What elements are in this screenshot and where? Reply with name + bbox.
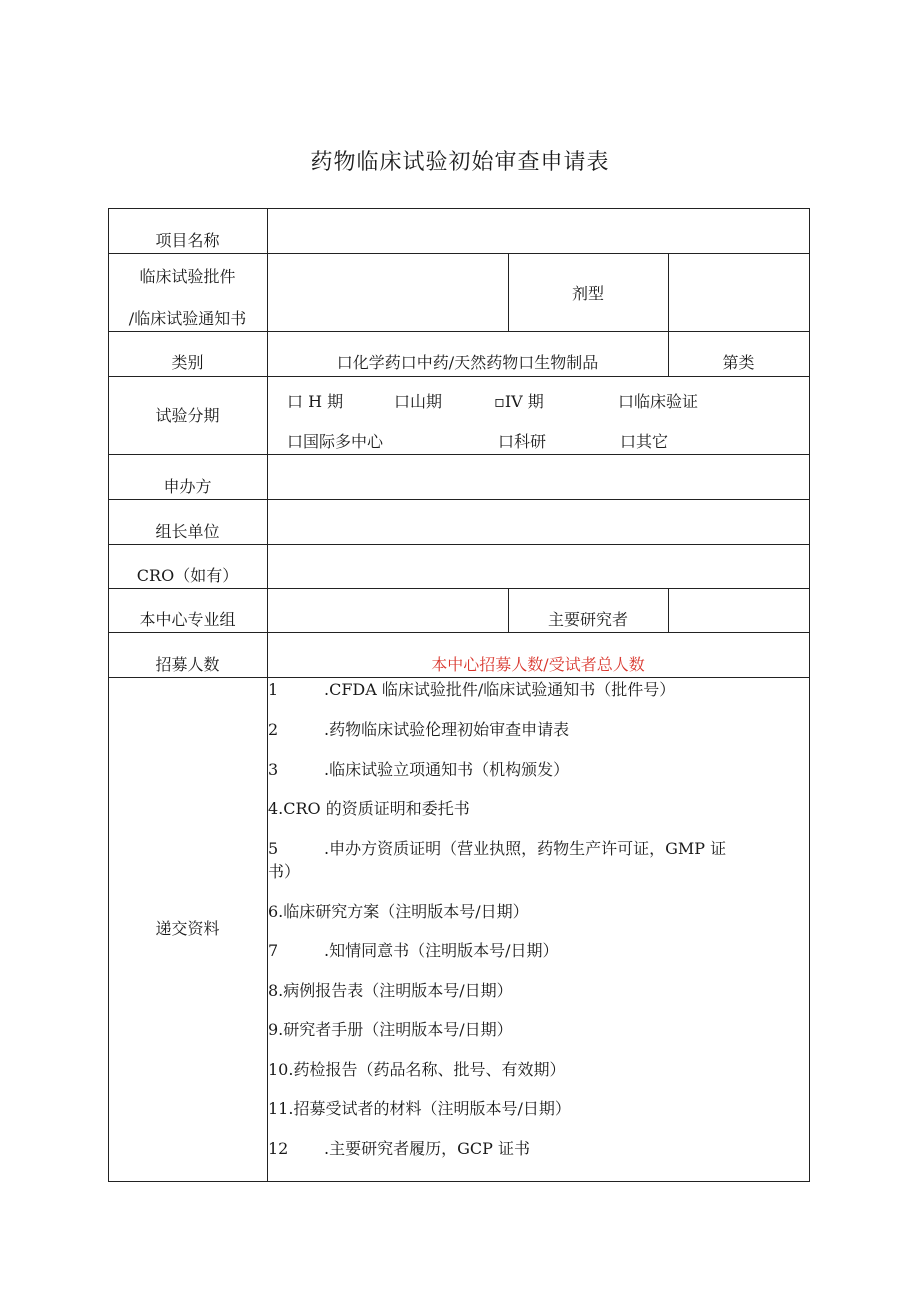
principal-investigator-field[interactable] xyxy=(669,589,809,632)
doc-item-4: 4.CRO 的资质证明和委托书 xyxy=(268,799,470,818)
dosage-form-field[interactable] xyxy=(669,254,809,331)
phase-option-iv[interactable]: ▫IV 期 xyxy=(494,392,544,411)
approval-number-field[interactable] xyxy=(268,254,508,331)
category-class: 第类 xyxy=(722,353,755,372)
sponsor-label: 申办方 xyxy=(163,477,212,496)
doc-item-6: 6.临床研究方案（注明版本号/日期） xyxy=(268,902,529,921)
doc-item-8: 8.病例报告表（注明版本号/日期） xyxy=(268,981,513,1000)
center-group-field[interactable] xyxy=(268,589,508,632)
principal-investigator-label: 主要研究者 xyxy=(547,610,628,629)
phase-option-multicenter[interactable]: 口国际多中心 xyxy=(287,432,384,451)
doc-item-11: 11.招募受试者的材料（注明版本号/日期） xyxy=(268,1099,571,1118)
approval-label-line1: 临床试验批件 xyxy=(139,267,236,286)
project-name-label: 项目名称 xyxy=(155,231,220,250)
doc-item-12: 12 .主要研究者履历，GCP 证书 xyxy=(268,1139,530,1158)
sponsor-field[interactable] xyxy=(268,455,809,499)
phase-option-other[interactable]: 口其它 xyxy=(620,432,669,451)
phase-option-research[interactable]: 口科研 xyxy=(498,432,547,451)
category-label: 类别 xyxy=(171,353,204,372)
doc-item-5-cont: 书） xyxy=(268,862,301,881)
recruit-value: 本中心招募人数/受试者总人数 xyxy=(431,655,645,674)
phase-option-clinical-verification[interactable]: 口临床验证 xyxy=(618,392,699,411)
center-group-label: 本中心专业组 xyxy=(139,610,236,629)
phase-option-ii[interactable]: 口 H 期 xyxy=(287,392,344,411)
doc-item-9: 9.研究者手册（注明版本号/日期） xyxy=(268,1020,513,1039)
phase-option-iii[interactable]: 口山期 xyxy=(394,392,443,411)
page-title: 药物临床试验初始审查申请表 xyxy=(310,150,610,175)
category-options: 口化学药口中药/天然药物口生物制品 xyxy=(336,353,599,372)
cro-field[interactable] xyxy=(268,545,809,588)
doc-item-3: 3 .临床试验立项通知书（机构颁发） xyxy=(268,760,570,779)
doc-item-5: 5 .申办方资质证明（营业执照，药物生产许可证，GMP 证 xyxy=(268,839,727,858)
phase-label: 试验分期 xyxy=(155,406,220,425)
leader-unit-label: 组长单位 xyxy=(155,522,220,541)
leader-unit-field[interactable] xyxy=(268,500,809,544)
doc-item-7: 7 .知情同意书（注明版本号/日期） xyxy=(268,941,559,960)
project-name-field[interactable] xyxy=(268,209,809,253)
approval-label-line2: /临床试验通知书 xyxy=(128,309,247,328)
dosage-form-label: 剂型 xyxy=(571,284,604,303)
documents-label: 递交资料 xyxy=(155,919,220,938)
doc-item-2: 2 .药物临床试验伦理初始审查申请表 xyxy=(268,720,570,739)
doc-item-1: 1 .CFDA 临床试验批件/临床试验通知书（批件号） xyxy=(268,680,676,699)
cro-label: CRO（如有） xyxy=(136,566,239,585)
recruit-label: 招募人数 xyxy=(155,655,220,674)
doc-item-10: 10.药检报告（药品名称、批号、有效期） xyxy=(268,1060,566,1079)
